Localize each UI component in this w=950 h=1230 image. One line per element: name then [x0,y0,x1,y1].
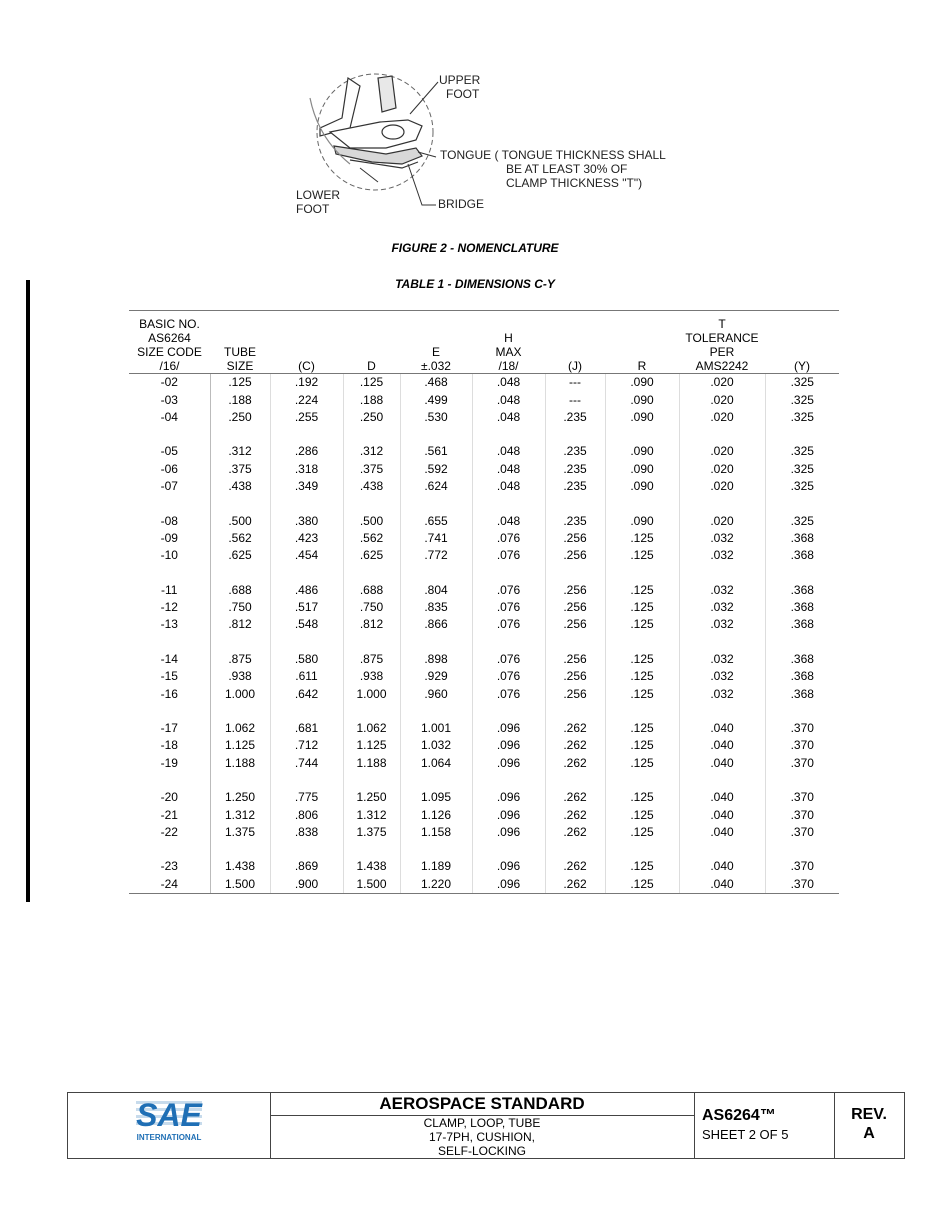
cell-code: -09 [129,530,210,547]
cell-h: .076 [472,616,545,633]
cell-tube: .312 [210,426,270,460]
sae-logo-mark [68,1093,270,1158]
cell-tube: .625 [210,547,270,564]
cell-t: .040 [679,703,765,737]
table-row [129,461,839,478]
cell-tube: .438 [210,478,270,495]
cell-code: -07 [129,478,210,495]
cell-r: .090 [605,426,679,460]
title-block [67,1092,905,1159]
cell-c: .712 [270,737,343,754]
cell-j: .256 [545,685,605,702]
cell-c: .744 [270,755,343,772]
cell-h: .096 [472,772,545,806]
cell-j: .235 [545,461,605,478]
cell-tube: 1.312 [210,806,270,823]
cell-r: .090 [605,461,679,478]
cell-t: .040 [679,755,765,772]
table-row [129,616,839,633]
figure-caption: FIGURE 2 - NOMENCLATURE [391,241,559,255]
cell-y: .370 [790,721,814,736]
table-row [129,530,839,547]
cell-e: .499 [400,391,472,408]
cell-c: .380 [270,495,343,529]
header-y: (Y) [765,311,839,374]
cell-t: .040 [679,824,765,841]
cell-r: .125 [605,824,679,841]
cell-j: .262 [545,824,605,841]
cell-c: .611 [270,668,343,685]
cell-t: .020 [679,391,765,408]
cell-e: .530 [400,409,472,426]
cell-h: .096 [472,703,545,737]
cell-r: .125 [605,634,679,668]
cell-d: .312 [343,426,400,460]
cell-j: .262 [545,806,605,823]
cell-e: .468 [400,374,472,392]
cell-y: .368 [790,530,814,545]
cell-h: .096 [472,824,545,841]
cell-r: .125 [605,616,679,633]
cell-j: .235 [545,478,605,495]
title-line-1: CLAMP, LOOP, TUBE [423,1116,541,1130]
cell-d: 1.062 [343,703,400,737]
cell-d: .875 [343,634,400,668]
header-r: R [605,311,679,374]
clamp-detail-drawing [290,68,690,228]
table-row [129,426,839,460]
cell-c: .454 [270,547,343,564]
cell-j: .256 [545,565,605,599]
cell-d: 1.438 [343,841,400,875]
cell-y: .368 [790,617,814,632]
table-header-row [129,311,839,374]
table-row [129,634,839,668]
revision-label: REV. [851,1106,887,1123]
table-row [129,547,839,564]
cell-c: .681 [270,703,343,737]
cell-code: -17 [129,703,210,737]
tongue-note-2: BE AT LEAST 30% OF [506,162,628,176]
cell-r: .125 [605,599,679,616]
clamp-body [310,76,422,168]
cell-c: .517 [270,599,343,616]
table-row [129,565,839,599]
document-number-cell [694,1093,835,1158]
cell-t: .032 [679,668,765,685]
cell-r: .090 [605,409,679,426]
table-row [129,703,839,737]
cell-h: .048 [472,461,545,478]
cell-d: .938 [343,668,400,685]
cell-code: -04 [129,409,210,426]
revision-change-bar [26,280,30,902]
cell-c: .838 [270,824,343,841]
cell-j: .235 [545,426,605,460]
cell-t: .040 [679,737,765,754]
cell-h: .096 [472,755,545,772]
title-block-description [270,1093,695,1158]
cell-c: .806 [270,806,343,823]
cell-e: .561 [400,426,472,460]
cell-j: .262 [545,703,605,737]
cell-h: .076 [472,547,545,564]
cell-code: -13 [129,616,210,633]
cell-j: .262 [545,737,605,754]
cell-j: .262 [545,841,605,875]
cell-h: .048 [472,478,545,495]
cell-h: .096 [472,841,545,875]
cell-y: .370 [790,755,814,770]
cell-tube: 1.125 [210,737,270,754]
cell-e: 1.095 [400,772,472,806]
cell-c: .775 [270,772,343,806]
cell-h: .076 [472,668,545,685]
cell-y: .370 [790,825,814,839]
cell-j: .256 [545,530,605,547]
cell-d: .562 [343,530,400,547]
cell-tube: .250 [210,409,270,426]
cell-code: -11 [129,565,210,599]
header-d: D [343,311,400,374]
cell-tube: 1.438 [210,841,270,875]
cell-r: .090 [605,374,679,392]
cell-e: 1.220 [400,876,472,894]
cell-e: 1.189 [400,841,472,875]
cell-h: .076 [472,634,545,668]
table-row [129,478,839,495]
cell-code: -10 [129,547,210,564]
sae-logo [68,1093,271,1158]
table-row [129,824,839,841]
cell-r: .125 [605,530,679,547]
cell-tube: .875 [210,634,270,668]
cell-c: .318 [270,461,343,478]
cell-e: .866 [400,616,472,633]
cell-r: .090 [605,391,679,408]
cell-code: -19 [129,755,210,772]
logo-subtext: INTERNATIONAL [136,1133,202,1142]
table-row [129,841,839,875]
cell-c: .548 [270,616,343,633]
cell-d: 1.312 [343,806,400,823]
cell-e: .804 [400,565,472,599]
cell-r: .125 [605,772,679,806]
cell-code: -15 [129,668,210,685]
bridge-label: BRIDGE [438,197,485,211]
cell-r: .125 [605,755,679,772]
cell-y: .325 [790,461,814,476]
cell-tube: 1.188 [210,755,270,772]
cell-t: .020 [679,409,765,426]
cell-t: .040 [679,876,765,894]
cell-d: .812 [343,616,400,633]
sheet-number: SHEET 2 OF 5 [702,1127,789,1142]
upper-foot-label-2: FOOT [446,87,480,101]
cell-c: .900 [270,876,343,894]
table-row [129,668,839,685]
cell-j: .256 [545,668,605,685]
cell-t: .020 [679,374,765,392]
cell-code: -03 [129,391,210,408]
cell-y: .325 [790,444,814,459]
cell-tube: .125 [210,374,270,392]
header-size-code: BASIC NO. AS6264 SIZE CODE /16/ [129,311,210,374]
cell-t: .040 [679,772,765,806]
cell-d: 1.000 [343,685,400,702]
cell-tube: 1.000 [210,685,270,702]
cell-j: .256 [545,634,605,668]
tongue-note-3: CLAMP THICKNESS "T") [506,176,643,190]
cell-tube: .812 [210,616,270,633]
cell-r: .125 [605,547,679,564]
cell-r: .125 [605,685,679,702]
cell-j: .256 [545,599,605,616]
cell-y: .370 [790,790,814,805]
table-row [129,755,839,772]
cell-r: .125 [605,668,679,685]
cell-tube: 1.375 [210,824,270,841]
header-c: (C) [270,311,343,374]
cell-d: .125 [343,374,400,392]
cell-code: -05 [129,426,210,460]
cell-j: .235 [545,409,605,426]
cell-c: .642 [270,685,343,702]
cell-d: .438 [343,478,400,495]
cell-h: .048 [472,426,545,460]
upper-foot-label: UPPER [439,73,481,87]
cell-e: 1.064 [400,755,472,772]
cell-y: .325 [790,479,814,494]
cell-code: -20 [129,772,210,806]
header-h: H MAX /18/ [472,311,545,374]
cell-y: .368 [790,651,814,666]
table-row [129,391,839,408]
cell-t: .032 [679,565,765,599]
cell-y: .368 [790,548,814,563]
cell-c: .580 [270,634,343,668]
table-row [129,495,839,529]
cell-t: .032 [679,599,765,616]
cell-r: .125 [605,806,679,823]
cell-d: 1.188 [343,755,400,772]
cell-j: --- [545,391,605,408]
cell-code: -21 [129,806,210,823]
cell-y: .370 [790,738,814,753]
cell-e: .835 [400,599,472,616]
cell-e: .960 [400,685,472,702]
tongue-label: TONGUE ( TONGUE THICKNESS SHALL [440,148,666,162]
cell-h: .096 [472,806,545,823]
cell-e: .772 [400,547,472,564]
cell-tube: .375 [210,461,270,478]
cell-r: .125 [605,565,679,599]
header-e: E ±.032 [400,311,472,374]
cell-y: .325 [790,409,814,424]
cell-c: .423 [270,530,343,547]
cell-e: .741 [400,530,472,547]
cell-tube: .688 [210,565,270,599]
table-row [129,737,839,754]
cell-tube: .500 [210,495,270,529]
cell-e: .624 [400,478,472,495]
cell-c: .224 [270,391,343,408]
table-row [129,685,839,702]
table-body [129,374,839,894]
cell-h: .076 [472,599,545,616]
table-row [129,409,839,426]
cell-code: -24 [129,876,210,894]
cell-code: -18 [129,737,210,754]
cell-tube: .750 [210,599,270,616]
cell-e: 1.032 [400,737,472,754]
revision-value: A [863,1125,875,1142]
lower-foot-label-2: FOOT [296,202,330,216]
cell-d: 1.375 [343,824,400,841]
logo-wordmark: SAE [136,1097,202,1133]
cell-tube: 1.250 [210,772,270,806]
cell-h: .096 [472,876,545,894]
lower-foot-label: LOWER [296,188,341,202]
table-row [129,772,839,806]
cell-t: .032 [679,547,765,564]
cell-h: .096 [472,737,545,754]
cell-code: -08 [129,495,210,529]
header-tube-size: TUBE SIZE [210,311,270,374]
cell-d: 1.125 [343,737,400,754]
header-j: (J) [545,311,605,374]
cell-j: .262 [545,772,605,806]
cell-d: 1.500 [343,876,400,894]
cell-code: -12 [129,599,210,616]
cell-t: .020 [679,461,765,478]
table-row [129,876,839,894]
cell-h: .048 [472,495,545,529]
cell-c: .486 [270,565,343,599]
cell-h: .076 [472,530,545,547]
cell-tube: 1.062 [210,703,270,737]
cell-c: .869 [270,841,343,875]
cell-y: .325 [790,392,814,407]
cell-code: -06 [129,461,210,478]
cell-t: .032 [679,634,765,668]
cell-r: .125 [605,876,679,894]
cell-code: -16 [129,685,210,702]
nomenclature-figure [290,68,690,228]
cell-code: -23 [129,841,210,875]
cell-t: .032 [679,530,765,547]
cell-y: .368 [790,582,814,597]
cell-c: .349 [270,478,343,495]
cell-t: .040 [679,841,765,875]
cell-c: .255 [270,409,343,426]
table-row [129,806,839,823]
cell-e: .898 [400,634,472,668]
cell-j: .262 [545,755,605,772]
cell-j: .256 [545,616,605,633]
cell-j: .235 [545,495,605,529]
title-line-3: SELF-LOCKING [437,1144,527,1158]
cell-d: .500 [343,495,400,529]
cell-t: .020 [679,478,765,495]
cell-y: .370 [790,807,814,822]
cell-y: .368 [790,669,814,684]
cell-d: .188 [343,391,400,408]
cell-e: 1.158 [400,824,472,841]
table-row [129,374,839,392]
cell-t: .020 [679,426,765,460]
cell-y: .368 [790,686,814,701]
standard-type: AEROSPACE STANDARD [270,1093,694,1116]
cell-t: .040 [679,806,765,823]
header-t: T TOLERANCE PER AMS2242 [679,311,765,374]
table-caption: TABLE 1 - DIMENSIONS C-Y [395,277,555,291]
cell-t: .020 [679,495,765,529]
dimensions-table [129,310,839,894]
cell-e: .592 [400,461,472,478]
cell-h: .048 [472,391,545,408]
cell-d: .250 [343,409,400,426]
cell-d: .375 [343,461,400,478]
cell-tube: .188 [210,391,270,408]
cell-h: .048 [472,374,545,392]
cell-tube: .938 [210,668,270,685]
cell-y: .370 [765,876,839,894]
cell-h: .076 [472,685,545,702]
table-row [129,599,839,616]
cell-d: .750 [343,599,400,616]
cell-code: -14 [129,634,210,668]
document-number: AS6264™ [702,1107,776,1124]
cell-j: .262 [545,876,605,894]
cell-c: .286 [270,426,343,460]
cell-t: .032 [679,685,765,702]
cell-j: --- [545,374,605,392]
cell-tube: .562 [210,530,270,547]
cell-h: .048 [472,409,545,426]
cell-code: -22 [129,824,210,841]
cell-r: .125 [605,737,679,754]
cell-e: 1.126 [400,806,472,823]
cell-y: .325 [790,513,814,528]
cell-code: -02 [129,374,210,392]
cell-r: .090 [605,478,679,495]
title-line-2: 17-7PH, CUSHION, [428,1130,536,1144]
cell-e: .655 [400,495,472,529]
cell-d: .688 [343,565,400,599]
cell-t: .032 [679,616,765,633]
cell-r: .090 [605,495,679,529]
cell-j: .256 [545,547,605,564]
cell-y: .370 [790,859,814,874]
revision-cell [834,1093,904,1158]
cell-e: .929 [400,668,472,685]
cell-d: .625 [343,547,400,564]
cell-h: .076 [472,565,545,599]
cell-e: 1.001 [400,703,472,737]
cell-r: .125 [605,841,679,875]
cell-c: .192 [270,374,343,392]
cell-y: .325 [790,375,814,390]
cell-d: 1.250 [343,772,400,806]
cell-y: .368 [790,600,814,615]
cell-r: .125 [605,703,679,737]
cell-tube: 1.500 [210,876,270,894]
